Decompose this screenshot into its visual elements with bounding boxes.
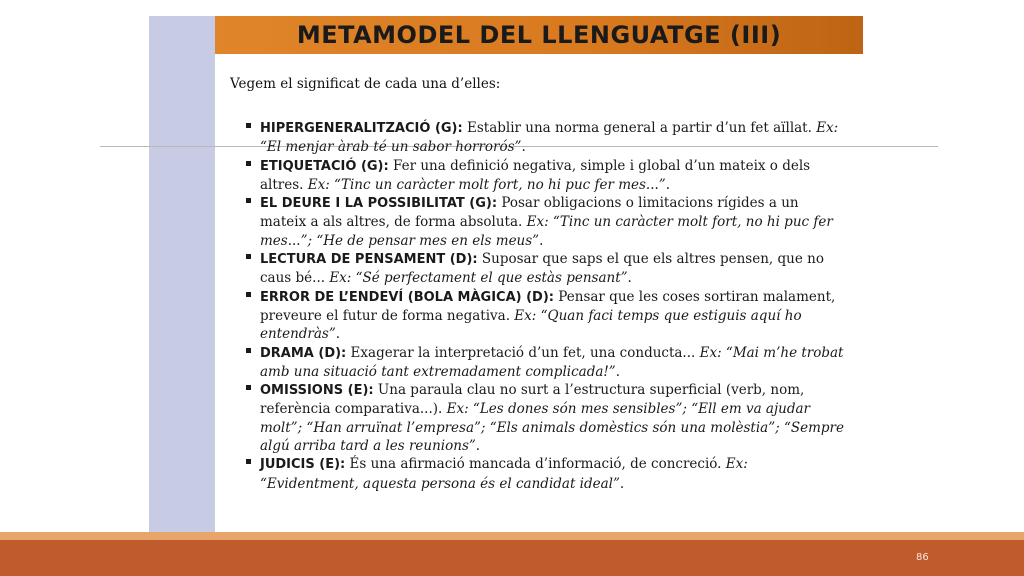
list-item xyxy=(244,344,844,382)
square-bullet-icon xyxy=(246,292,251,297)
item-heading: LECTURA DE PENSAMENT (D): xyxy=(260,252,478,268)
item-heading: OMISSIONS (E): xyxy=(260,383,374,399)
square-bullet-icon xyxy=(246,459,251,464)
item-example: Ex: “Evidentment, aquesta persona és el candidat ideal” xyxy=(260,456,748,492)
item-tail: . xyxy=(521,139,526,156)
item-example: Ex: “Mai m’he trobat amb una situació tant extremadament complicada!” xyxy=(260,344,844,380)
item-heading: JUDICIS (E): xyxy=(260,457,346,473)
square-bullet-icon xyxy=(246,385,251,390)
item-tail: . xyxy=(475,438,481,455)
square-bullet-icon xyxy=(246,198,251,203)
item-text: Una paraula clau no surt a l’estructura superficial (verb, nom, referència comparativa...). xyxy=(260,382,805,418)
list-item xyxy=(244,381,844,455)
item-example: Ex: “El menjar àrab té un sabor horrorós” xyxy=(260,120,839,156)
item-text: Posar obligacions o limitacions rígides a un mateix a als altres, de forma absoluta. xyxy=(260,195,799,231)
footer-accent-bar xyxy=(0,532,1024,540)
bullet-list xyxy=(244,119,844,493)
list-item xyxy=(244,119,844,157)
square-bullet-icon xyxy=(246,123,251,128)
list-item xyxy=(244,288,844,344)
footer-bar xyxy=(0,540,1024,576)
item-tail: . xyxy=(615,363,621,380)
item-example: Ex: “Sé perfectament el que estàs pensant” xyxy=(325,270,628,287)
item-text: És una afirmació mancada d’informació, de concreció. xyxy=(345,456,722,473)
square-bullet-icon xyxy=(246,348,251,353)
item-tail: . xyxy=(665,176,671,193)
item-heading: ERROR DE L’ENDEVÍ (BOLA MÀGICA) (D): xyxy=(260,289,554,305)
item-text: Establir una norma general a partir d’un fet aïllat. xyxy=(462,120,812,136)
item-text: Exagerar la interpretació d’un fet, una conducta... xyxy=(346,344,696,361)
item-heading: HIPERGENERALITZACIÓ (G): xyxy=(260,121,463,136)
item-heading: EL DEURE I LA POSSIBILITAT (G): xyxy=(260,196,498,212)
item-tail: . xyxy=(619,475,625,492)
item-tail: . xyxy=(627,270,632,287)
list-item xyxy=(244,194,844,250)
item-example: Ex: “Quan faci temps que estiguis aquí ho entendràs” xyxy=(260,307,802,343)
title-bar xyxy=(215,16,863,54)
item-text: Suposar que saps el que els altres pensen, que no caus bé... xyxy=(260,251,824,287)
item-text: Pensar que les coses sortiran malament, preveure el futur de forma negativa. xyxy=(260,288,836,324)
list-item xyxy=(244,157,844,195)
item-text: Fer una definició negativa, simple i global d’un mateix o dels altres. xyxy=(260,157,811,193)
side-accent-bar xyxy=(149,16,215,560)
item-example: Ex: “Tinc un caràcter molt fort, no hi puc fer mes...”; “He de pensar mes en els meus” xyxy=(260,214,833,249)
slide-title: METAMODEL DEL LLENGUATGE (III) xyxy=(296,21,782,49)
intro-text: Vegem el significat de cada una d’elles: xyxy=(230,76,501,92)
list-item xyxy=(244,455,844,493)
square-bullet-icon xyxy=(246,161,251,166)
list-item xyxy=(244,250,844,288)
item-heading: DRAMA (D): xyxy=(260,345,347,361)
item-tail: . xyxy=(539,232,544,249)
item-example: Ex: “Tinc un caràcter molt fort, no hi puc fer mes...” xyxy=(303,176,666,193)
page-number: 86 xyxy=(916,552,929,563)
item-tail: . xyxy=(335,326,341,343)
item-example: Ex: “Les dones són mes sensibles”; “Ell em va ajudar molt”; “Han arruïnat l’empresa”; “Els animals domèstics són una molèstia”; “Sempre algú arriba tard a les reunions” xyxy=(260,401,844,455)
square-bullet-icon xyxy=(246,254,251,259)
item-heading: ETIQUETACIÓ (G): xyxy=(260,158,389,174)
